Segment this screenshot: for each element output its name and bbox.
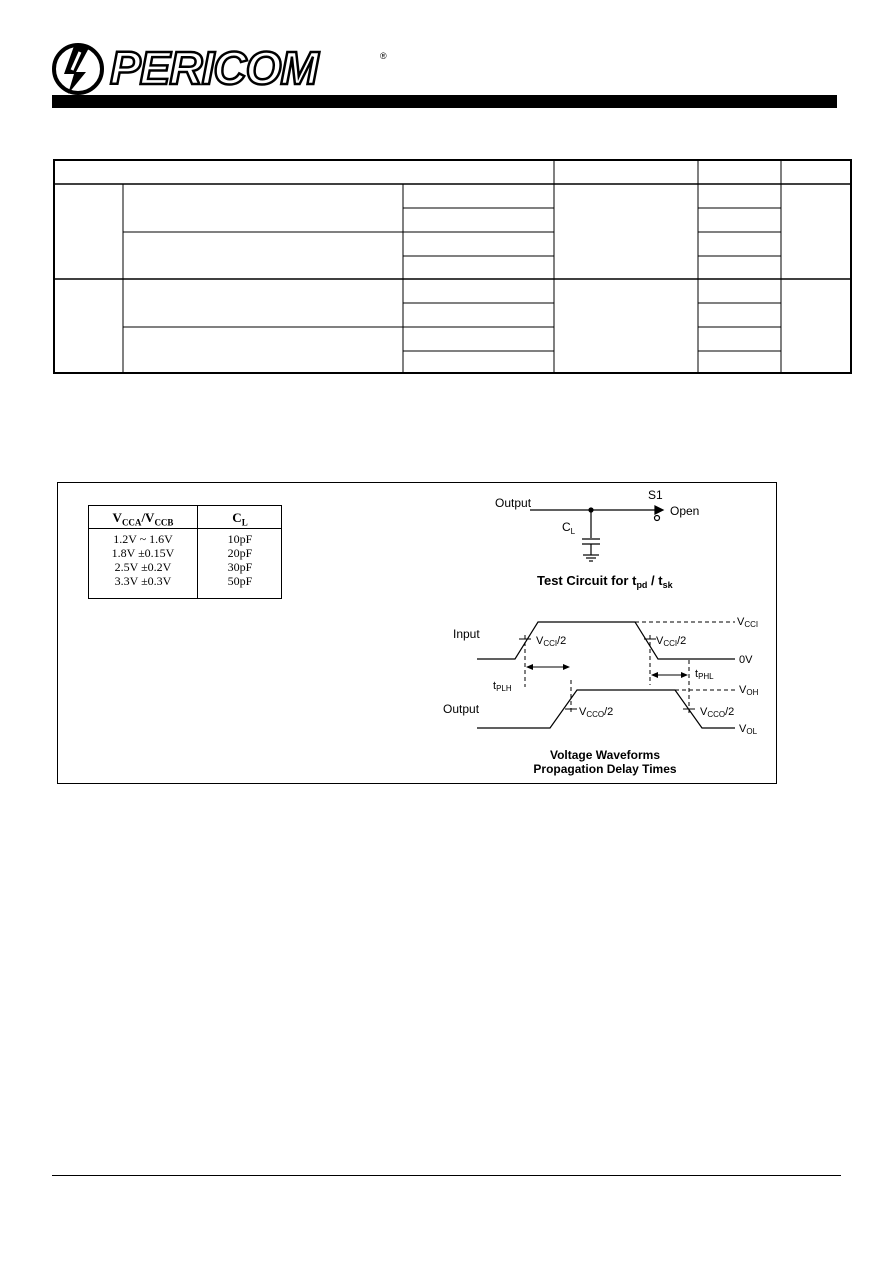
input-waveform [477, 622, 735, 659]
header-bar [52, 95, 837, 108]
cl-label: $C_L$ [562, 520, 576, 536]
output-label: Output [495, 496, 532, 510]
table-row [89, 534, 197, 587]
arrow-head-icon [651, 672, 658, 678]
company-name: PERICOM [110, 42, 318, 94]
spec-table [53, 159, 852, 374]
test-circuit-caption: Test Circuit for $t_{pd} / t_{sk}$ [537, 573, 673, 590]
spec-table-grid [55, 161, 850, 372]
tplh-label: tPLH [493, 680, 512, 693]
switch-contact-icon [655, 516, 660, 521]
tphl-label: tPHL [695, 668, 714, 681]
vol-label: VOL [739, 723, 758, 736]
input-label: Input [453, 627, 480, 641]
cl-cell: 30pF [227, 560, 253, 574]
voh-label: VOH [739, 684, 759, 697]
waveform-caption-line1: Voltage Waveforms [549, 748, 661, 762]
cl-cell: 50pF [227, 574, 253, 588]
output-label: Output [443, 702, 480, 716]
zero-volt-label: 0V [739, 654, 753, 666]
arrow-head-icon [681, 672, 688, 678]
waveform-diagram [435, 605, 775, 780]
vcci-half-label: VCCI/2 [656, 635, 687, 648]
vcc-cell: 1.2V ~ 1.6V [113, 532, 173, 546]
table-header-rule [89, 528, 281, 529]
vcc-cell: 3.3V ±0.3V [114, 574, 172, 588]
load-capacitance-table [88, 505, 282, 599]
vcco-half-label: VCCO/2 [579, 706, 614, 719]
vcci-half-label: VCCI/2 [536, 635, 567, 648]
s1-label: S1 [648, 488, 663, 502]
cl-cell: 20pF [227, 546, 253, 560]
vcci-label: VCCI [737, 616, 759, 629]
test-circuit-diagram [480, 484, 720, 594]
arrow-head-icon [526, 664, 533, 670]
waveform-caption-line2: Propagation Delay Times [533, 762, 677, 776]
footer-rule [52, 1175, 841, 1176]
arrow-head-icon [563, 664, 570, 670]
cl-cell: 10pF [227, 532, 253, 546]
vcc-cell: 2.5V ±0.2V [114, 560, 172, 574]
vcco-half-label: VCCO/2 [700, 706, 735, 719]
cl-header: $C_L$ [232, 510, 248, 528]
table-row [198, 534, 282, 587]
vcca-vccb-header: $V_{CCA}/V_{CCB}$ [112, 510, 174, 528]
open-label: Open [670, 504, 700, 518]
vcc-cell: 1.8V ±0.15V [111, 546, 175, 560]
arrow-icon [655, 506, 663, 514]
registered-mark: ® [380, 51, 387, 61]
pericom-logo-icon [52, 42, 110, 96]
